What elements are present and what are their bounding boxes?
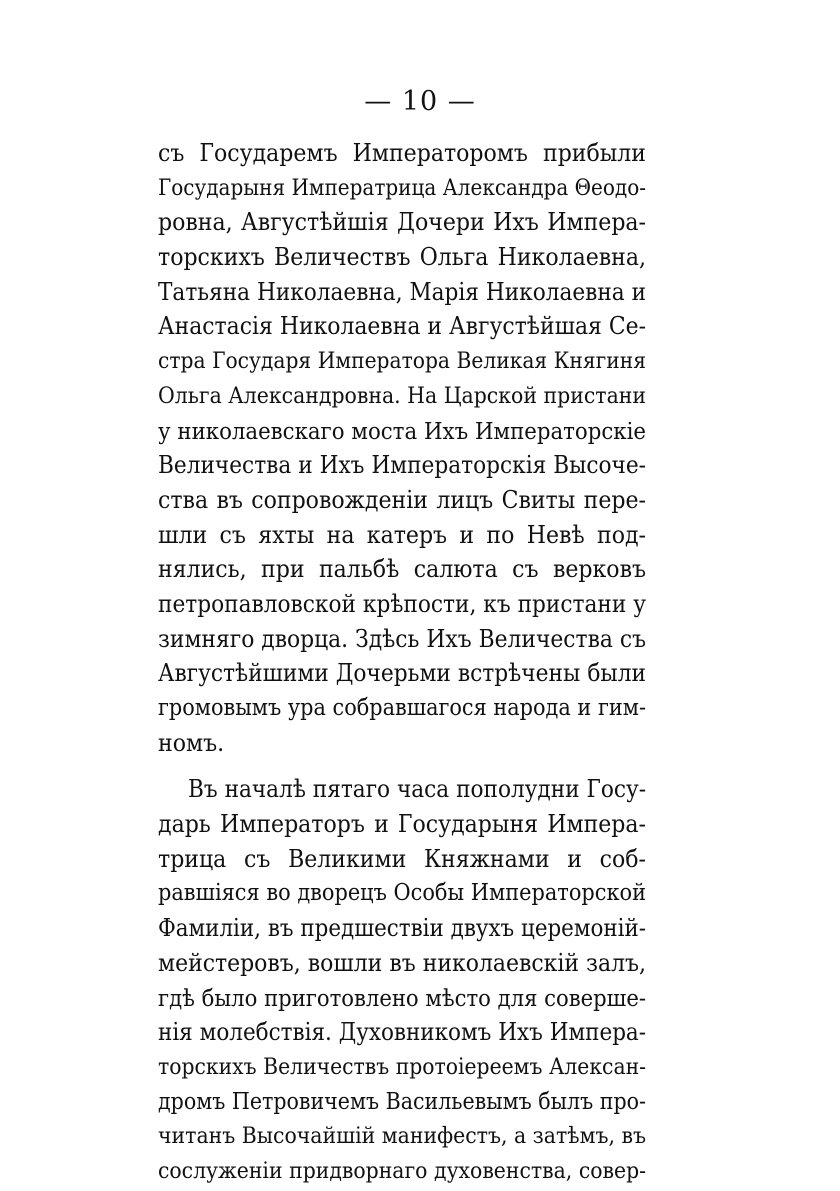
text-line: нія молебствія. Духовникомъ Ихъ Импера- bbox=[158, 1018, 646, 1047]
text-line: Величества и Ихъ Императорскія Высоче- bbox=[158, 451, 646, 480]
text-line: у николаевскаго моста Ихъ Императорскіе bbox=[158, 416, 646, 445]
text-line: мейстеровъ, вошли въ николаевскій залъ, bbox=[158, 947, 646, 977]
text-line: дарь Императоръ и Государыня Импера- bbox=[158, 809, 646, 839]
page-number: — 10 — bbox=[364, 86, 476, 117]
paragraph-1 bbox=[158, 136, 646, 760]
text-line: читанъ Высочайшій манифестъ, а затѣмъ, въ bbox=[158, 1123, 646, 1150]
text-line: зимняго дворца. Здѣсь Ихъ Величества съ bbox=[158, 623, 646, 653]
text-line: номъ. bbox=[158, 727, 225, 757]
text-line: петропавловской крѣпости, къ пристани у bbox=[158, 589, 646, 618]
text-line: шли съ яхты на катеръ и по Невѣ под- bbox=[158, 519, 646, 549]
text-line: дромъ Петровичемъ Васильевымъ былъ про- bbox=[158, 1088, 646, 1115]
text-line: Государыня Императрица Александра Θеодо- bbox=[158, 174, 646, 201]
text-line: громовымъ ура собравшагося народа и гим- bbox=[158, 695, 646, 721]
text-line: Августѣйшими Дочерьми встрѣчены были bbox=[158, 659, 646, 688]
text-line: стра Государя Императора Великая Княгиня bbox=[158, 348, 646, 375]
text-line: ровна, Августѣйшія Дочери Ихъ Импера- bbox=[158, 207, 646, 237]
text-line: Въ началѣ пятаго часа пополудни Госу- bbox=[188, 775, 646, 804]
text-line: съ Государемъ Императоромъ прибыли bbox=[158, 138, 646, 167]
text-line: равшіяся во дворецъ Особы Императорской bbox=[158, 879, 646, 907]
text-line: торскихъ Величествъ протоіереемъ Алексан- bbox=[158, 1053, 646, 1080]
text-line: Ольга Александровна. На Царской пристани bbox=[158, 382, 646, 409]
paragraph-2 bbox=[158, 772, 646, 1188]
text-line: ства въ сопровожденіи лицъ Свиты пере- bbox=[158, 484, 646, 514]
paragraph-gap bbox=[158, 760, 646, 772]
text-line: Татьяна Николаевна, Марія Николаевна и bbox=[158, 277, 646, 306]
text-line: Фамиліи, въ предшествіи двухъ церемоній- bbox=[158, 914, 646, 943]
text-line: гдѣ было приготовлено мѣсто для соверше- bbox=[158, 983, 646, 1012]
body-text bbox=[158, 136, 646, 1189]
text-line: трица съ Великими Княжнами и соб- bbox=[158, 843, 646, 873]
text-line: торскихъ Величествъ Ольга Николаевна, bbox=[158, 242, 646, 272]
text-line: сослуженіи придворнаго духовенства, совер- bbox=[158, 1157, 646, 1184]
text-line: Анастасія Николаевна и Августѣйшая Се- bbox=[158, 311, 646, 341]
text-line: нялись, при пальбѣ салюта съ верковъ bbox=[158, 554, 646, 584]
